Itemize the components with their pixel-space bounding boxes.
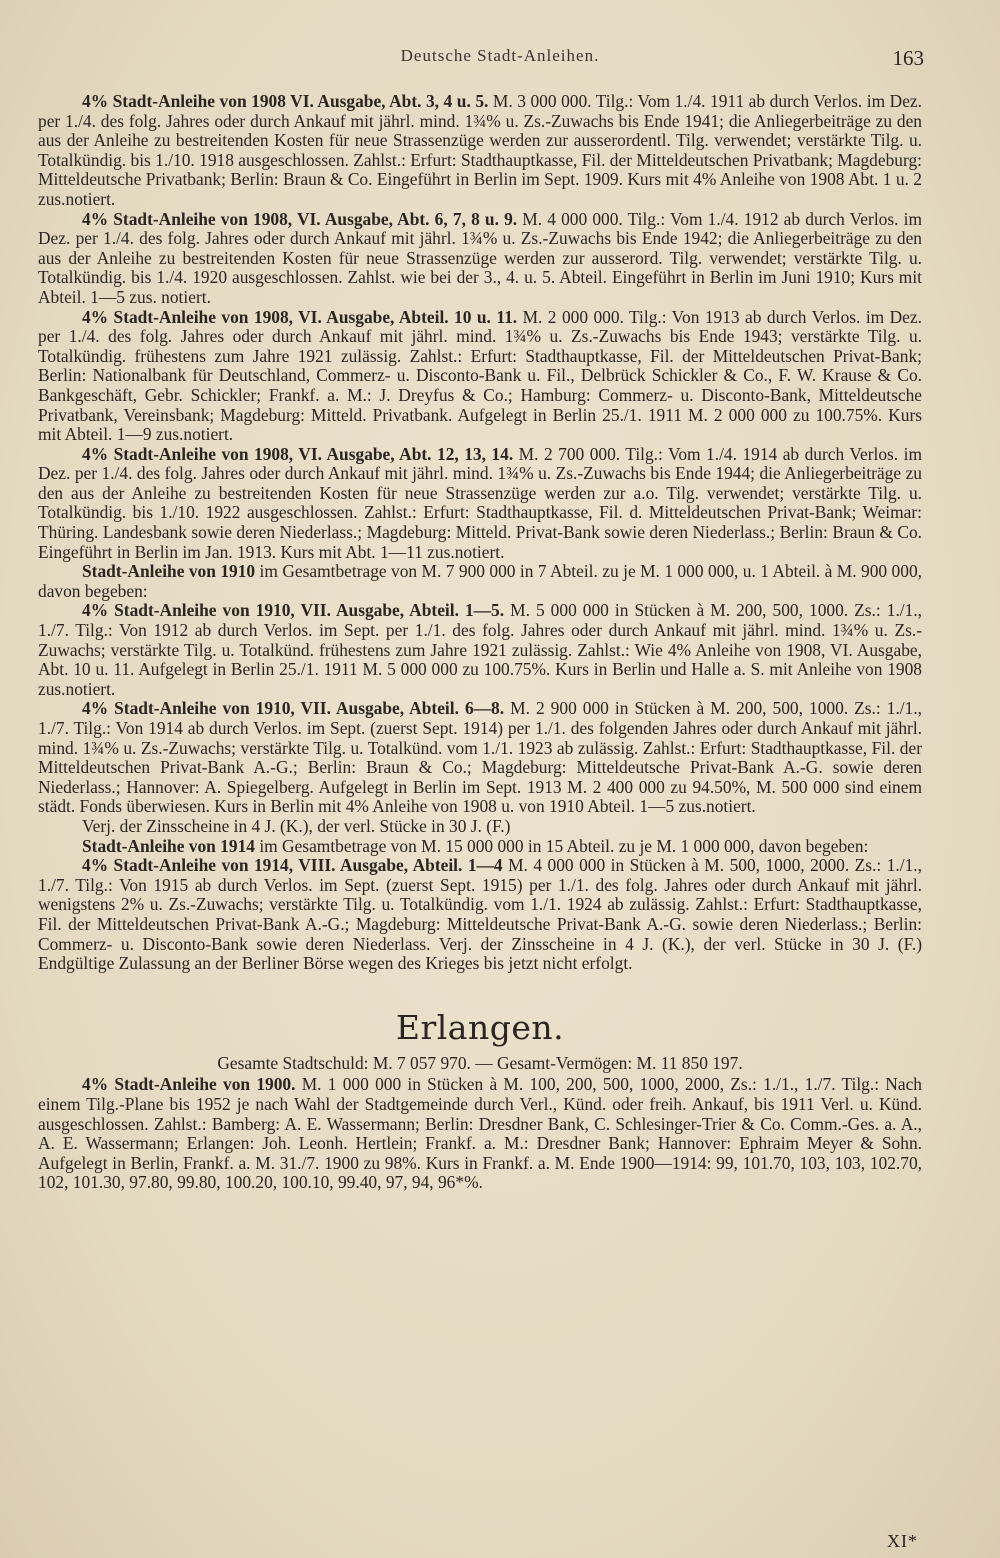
entry-heading: 4% Stadt-Anleihe von 1908, VI. Ausgabe, Abt. 6, 7, 8 u. 9. [82, 208, 518, 229]
city-heading: Erlangen. [395, 1007, 565, 1047]
bond-entry [38, 856, 922, 974]
bond-entry [38, 699, 922, 817]
entry-text: M. 1 000 000 in Stücken à M. 100, 200, 500, 1000, 2000, Zs.: 1./1., 1./7. Tilg.: Nach einem Tilg.-Plane bis 1952 je nach Wahl der Stadtgemeinde durch Verl., Künd. oder freih. Ankauf, bis 1911 Verl. u. Künd. ausgeschlossen. Zahlst.: Bamberg: A. E. Wassermann; Berlin: Dresdner Bank, C. Schlesinger-Trier & Co. Comm.-Ges. a. A., A. E. Wassermann; Erlangen: Joh. Leonh. Hertlein; Frankf. a. M.: Dresdner Bank; Hannover: Ephraim Meyer & Sohn. Aufgelegt in Berlin, Frankf. a. M. 31./7. 1900 zu 98%. Kurs in Frankf. a. M. Ende 1900—1914: 99, 101.70, 103, 103, 102.70, 102, 101.30, 97.80, 99.80, 100.20, 100.10, 99.40, 97, 94, 96*%. [38, 1074, 922, 1193]
running-title: Deutsche Stadt-Anleihen. [400, 46, 600, 65]
running-head [0, 44, 1000, 72]
bond-entry [38, 308, 922, 445]
entry-text: M. 2 900 000 in Stücken à M. 200, 500, 1000. Zs.: 1./1., 1./7. Tilg.: Von 1914 ab durch Verlos. im Sept. (zuerst Sept. 1914) per 1./1. des folgenden Jahres oder durch Ankauf mit jährl. mind. 1¾% u. Zs.-Zuwachs; verstärkte Tilg. u. Totalkünd. vom 1./1. 1923 ab zulässig. Zahlst.: Erfurt: Stadthauptkasse, Fil. der Mitteldeutschen Privat-Bank A.-G.; Berlin: Braun & Co.; Magdeburg: Mitteldeutsche Privat-Bank A.-G. sowie deren Niederlass.; Hannover: A. Spiegelberg. Aufgelegt in Berlin im Sept. 1913 M. 2 400 000 zu 94.50%, M. 500 000 sind einem städt. Fonds überwiesen. Kurs in Berlin mit 4% Anleihe von 1908 u. von 1910 Abteil. 1—5 zus.notiert. [38, 698, 923, 817]
entry-text: M. 4 000 000. Tilg.: Vom 1./4. 1912 ab durch Verlos. im Dez. per 1./4. des folg. Jahres oder durch Ankauf mit jährl. 1¾% u. Zs.-Zuwachs bis Ende 1942; die Anliegerbeiträge zu den aus der Anleihe zu bestreitenden Kosten für neue Strassenzüge werden zur ausserord. Tilg. verwendet; verstärkte Tilg. u. Totalkündig. bis 1./4. 1920 ausgeschlossen. Zahlst. wie bei der 3., 4. u. 5. Abteil. Eingeführt in Berlin im Juni 1910; Kurs mit Abteil. 1—5 zus. notiert. [38, 208, 922, 307]
entry-heading: 4% Stadt-Anleihe von 1900. [82, 1074, 296, 1095]
bond-entry [38, 837, 922, 857]
entry-heading: Stadt-Anleihe von 1914 [82, 835, 255, 856]
bond-entry [38, 92, 922, 210]
entry-text: M. 3 000 000. Tilg.: Vom 1./4. 1911 ab durch Verlos. im Dez. per 1./4. des folg. Jahres oder durch Ankauf mit jährl. mind. 1¾% u. Zs.-Zuwachs bis Ende 1941; die Anliegerbeiträge zu den aus der Anleihe zu bestreitenden Kosten für neue Strassenzüge werden zur ausserordentl. Tilg. verwendet; verstärkte Tilg. u. Totalkündig. bis 1./10. 1918 ausgeschlossen. Zahlst.: Erfurt: Stadthauptkasse, Fil. der Mitteldeutschen Privatbank; Magdeburg: Mitteldeutsche Privatbank; Berlin: Braun & Co. Eingeführt in Berlin im Sept. 1909. Kurs mit 4% Anleihe von 1908 Abt. 1 u. 2 zus.notiert. [38, 91, 922, 209]
entry-text: M. 5 000 000 in Stücken à M. 200, 500, 1000. Zs.: 1./1., 1./7. Tilg.: Von 1912 ab durch Verlos. im Sept. per 1./1. des folg. Jahres oder durch Ankauf mit jährl. mind. 1¾% u. Zs.-Zuwachs; verstärkte Tilg. u. Totalkünd. frühestens zum Jahre 1921 zulässig. Zahlst.: Wie 4% Anleihe von 1908, VI. Ausgabe, Abt. 10 u. 11. Aufgelegt in Berlin 25./1. 1911 M. 5 000 000 zu 100.75%. Kurs in Berlin und Halle a. S. mit Anleihe von 1908 zus.notiert. [38, 600, 923, 699]
entry-text: M. 2 700 000. Tilg.: Vom 1./4. 1914 ab durch Verlos. im Dez. per 1./4. des folg. Jahres oder durch Ankauf mit jährl. mind. 1¾% u. Zs.-Zuwachs bis Ende 1944; die Anliegerbeiträge zu den aus der Anleihe zu bestreitenden Kosten für neue Strassenzüge werden zur a.o. Tilg. verwendet; verstärkte Tilg. u. Totalkündig. bis 1./10. 1922 ausgeschlossen. Zahlst.: Erfurt: Stadthauptkasse, Fil. d. Mitteldeutschen Privat-Bank; Weimar: Thüring. Landesbank sowie deren Niederlass.; Magdeburg: Mitteld. Privat-Bank sowie deren Niederlass.; Berlin: Braun & Co. Eingeführt in Berlin im Jan. 1913. Kurs mit Abt. 1—11 zus.notiert. [38, 443, 922, 562]
bond-entry [38, 601, 922, 699]
bond-entry [38, 445, 922, 563]
entry-heading: 4% Stadt-Anleihe von 1908, VI. Ausgabe, Abt. 12, 13, 14. [82, 443, 514, 464]
entry-heading: 4% Stadt-Anleihe von 1910, VII. Ausgabe, Abteil. 6—8. [82, 698, 505, 719]
bond-note [38, 817, 922, 837]
entry-heading: 4% Stadt-Anleihe von 1914, VIII. Ausgabe, Abteil. 1—4 [82, 855, 503, 876]
entry-heading: 4% Stadt-Anleihe von 1910, VII. Ausgabe, Abteil. 1—5. [82, 600, 505, 621]
page-number: 163 [892, 46, 924, 70]
entry-heading: Stadt-Anleihe von 1910 [82, 561, 256, 582]
bond-entry [38, 562, 922, 601]
entry-heading: 4% Stadt-Anleihe von 1908 VI. Ausgabe, Abt. 3, 4 u. 5. [82, 91, 489, 111]
sheet-signature: XI* [887, 1531, 918, 1551]
entry-text: M. 2 000 000. Tilg.: Von 1913 ab durch Verlos. im Dez. per 1./4. des folg. Jahres oder durch Ankauf mit jährl. mind. 1¾% u. Zs.-Zuwachs bis Ende 1943; verstärkte Tilg. u. Totalkündig. frühestens zum Jahre 1921 zulässig. Zahlst.: Erfurt: Stadthauptkasse, Fil. der Mitteldeutschen Privat-Bank; Berlin: Nationalbank für Deutschland, Commerz- u. Disconto-Bank u. Fil., Delbrück Schickler & Co., F. W. Krause & Co. Bankgeschäft, Gebr. Schickler; Frankf. a. M.: J. Dreyfus & Co.; Hamburg: Commerz- u. Disconto-Bank, Mitteldeutsche Privatbank, Vereinsbank; Magdeburg: Mitteld. Privatbank. Aufgelegt in Berlin 25./1. 1911 M. 2 000 000 zu 100.75%. Kurs mit Abteil. 1—9 zus.notiert. [38, 306, 922, 445]
entry-text: im Gesamtbetrage von M. 15 000 000 in 15 Abteil. zu je M. 1 000 000, davon begeben: [259, 835, 869, 856]
bond-entry [38, 210, 922, 308]
entry-heading: 4% Stadt-Anleihe von 1908, VI. Ausgabe, Abteil. 10 u. 11. [82, 306, 518, 327]
entry-text: im Gesamtbetrage von M. 7 900 000 in 7 Abteil. zu je M. 1 000 000, u. 1 Abteil. à M. 900 000, davon begeben: [38, 561, 922, 601]
entry-text: M. 4 000 000 in Stücken à M. 500, 1000, 2000. Zs.: 1./1., 1./7. Tilg.: Von 1915 ab durch Verlos. im Sept. (zuerst Sept. 1915) per 1./1. des folg. Jahres oder durch Ankauf mit jährl. wenigstens 2% u. Zs.-Zuwachs; verstärkte Tilg. u. Totalkündig. vom 1./1. 1924 ab zulässig. Zahlst.: Erfurt: Stadthauptkasse, Fil. der Mitteldeutschen Privat-Bank A.-G.; Magdeburg: Mitteldeutsche Privat-Bank A.-G. sowie deren Niederlass.; Berlin: Commerz- u. Disconto-Bank sowie deren Niederlass. Verj. der Zinsscheine in 4 J. (K.), der verl. Stücke in 30 J. (F.) Endgültige Zulassung an der Berliner Börse wegen des Krieges bis jetzt nicht erfolgt. [38, 855, 922, 974]
page-content [38, 92, 922, 1193]
entry-text: Verj. der Zinsscheine in 4 J. (K.), der verl. Stücke in 30 J. (F.) [82, 815, 511, 836]
bond-entry [38, 1075, 922, 1193]
city-summary: Gesamte Stadtschuld: M. 7 057 970. — Gesamt-Vermögen: M. 11 850 197. [217, 1052, 743, 1073]
